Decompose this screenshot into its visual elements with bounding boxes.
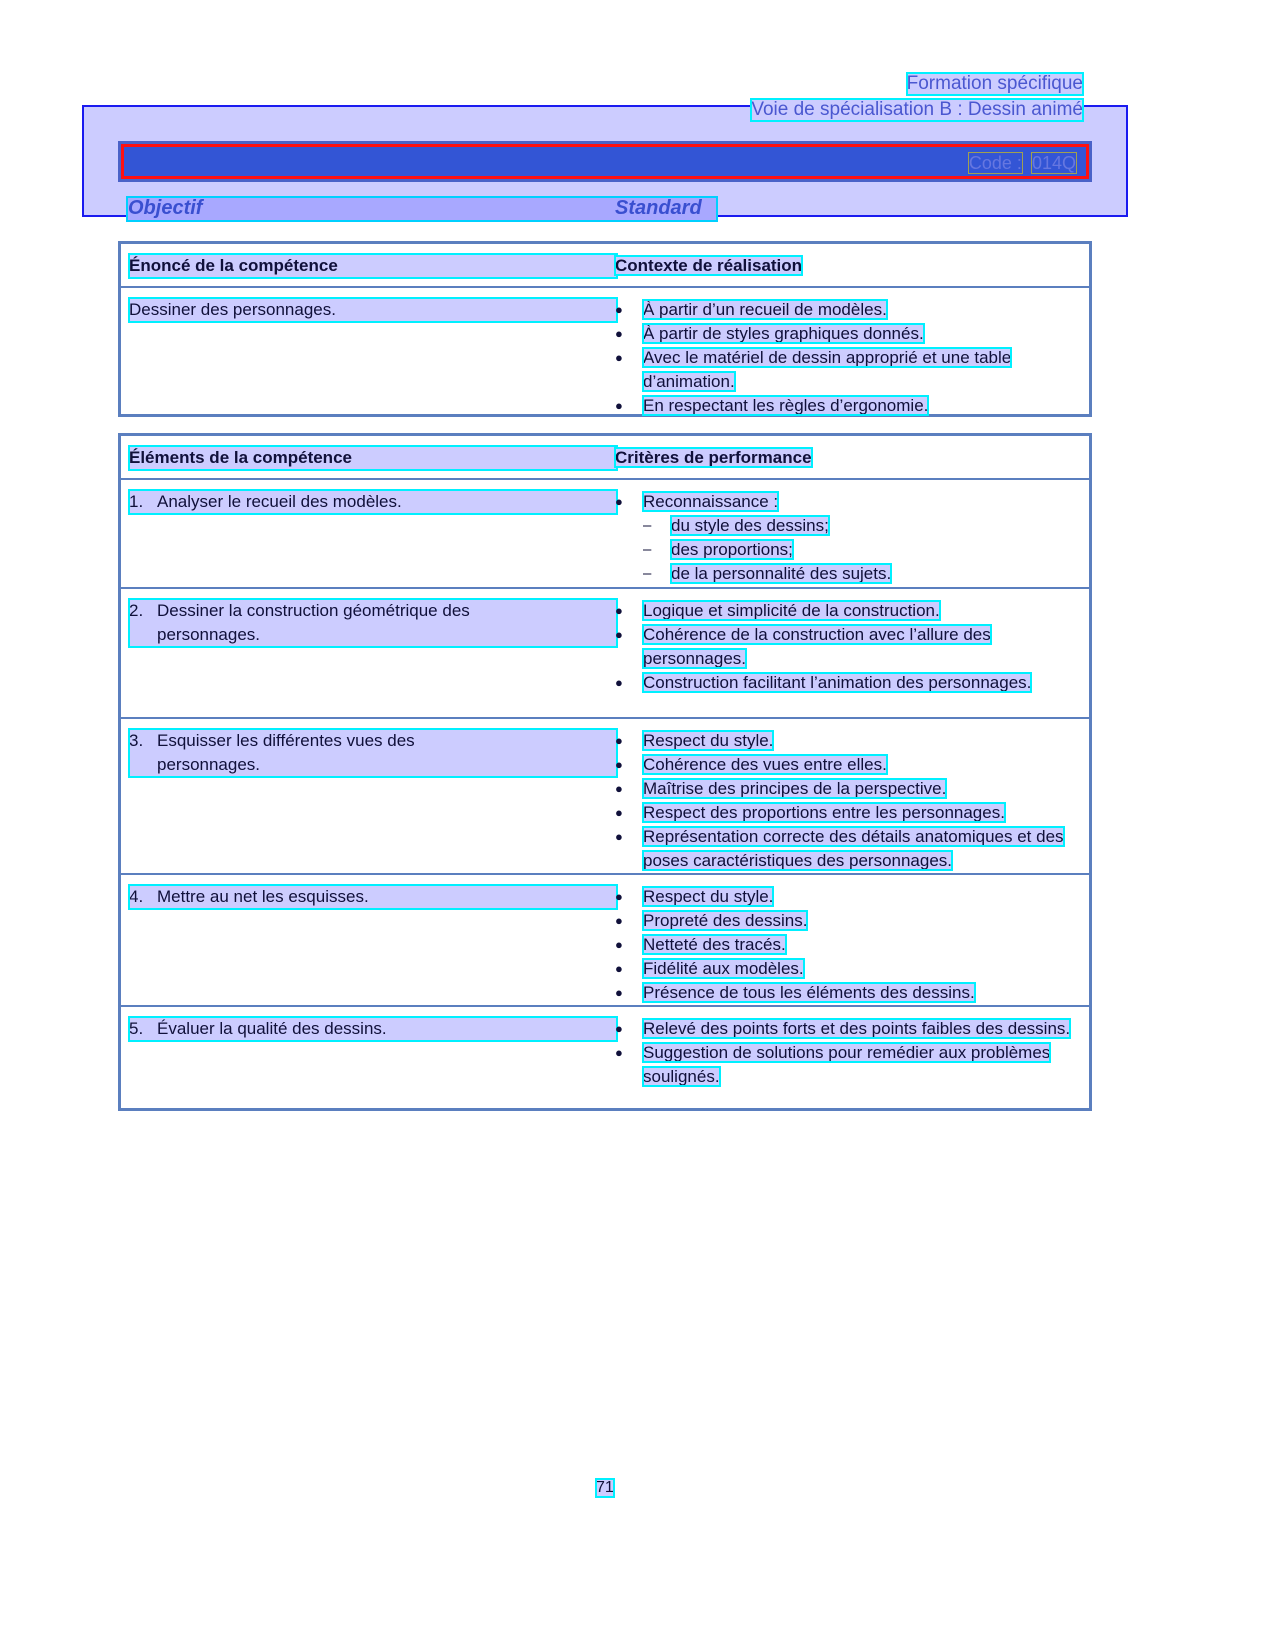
criteria-text: Logique et simplicité de la construction. xyxy=(643,601,940,620)
bullet-icon: ● xyxy=(615,781,623,796)
competence-element xyxy=(129,885,519,909)
bullet-icon: ● xyxy=(615,398,623,413)
objectif-label: Objectif xyxy=(128,197,203,219)
competence-text xyxy=(129,490,617,514)
criteria-item xyxy=(615,562,1075,586)
criteria-text: À partir de styles graphiques donnés. xyxy=(643,324,924,343)
criteria-text: des proportions; xyxy=(671,540,793,559)
criteria-text: du style des dessins; xyxy=(671,516,829,535)
item-number: 3. xyxy=(129,731,144,750)
criteria-item xyxy=(615,538,1075,562)
bullet-icon: ● xyxy=(615,494,623,509)
competence-text: Dessiner des personnages. xyxy=(129,298,617,322)
column-header-text: Éléments de la compétence xyxy=(129,446,617,470)
table-row xyxy=(121,873,1089,1005)
bullet-icon: ● xyxy=(615,603,623,618)
column-header xyxy=(129,446,519,470)
competence-text xyxy=(129,1017,617,1041)
objectif-standard-row xyxy=(128,198,716,220)
criteria-text: Suggestion de solutions pour remédier aux problèmes soulignés. xyxy=(643,1043,1051,1086)
criteria-text: Netteté des tracés. xyxy=(643,935,786,954)
criteria-text: Présence de tous les éléments des dessins. xyxy=(643,983,975,1002)
criteria-text: Cohérence des vues entre elles. xyxy=(643,755,887,774)
criteria-item xyxy=(615,909,1075,933)
voie-label: Voie de spécialisation B : Dessin animé xyxy=(751,99,1083,120)
competence-element xyxy=(129,490,519,514)
table-row xyxy=(121,286,1089,414)
criteria-item xyxy=(615,933,1075,957)
table-row xyxy=(121,717,1089,873)
competence-text xyxy=(129,729,617,777)
item-number: 2. xyxy=(129,601,144,620)
item-number: 4. xyxy=(129,887,144,906)
bullet-icon: ● xyxy=(615,829,623,844)
criteria-text: Respect du style. xyxy=(643,887,774,906)
dash-icon: – xyxy=(643,541,652,558)
criteria-item xyxy=(615,671,1075,695)
criteria-item xyxy=(615,346,1075,394)
criteria-item xyxy=(615,322,1075,346)
criteria-text: Fidélité aux modèles. xyxy=(643,959,804,978)
criteria-item xyxy=(615,394,1075,418)
formation-label: Formation spécifique xyxy=(906,73,1083,94)
column-header-text: Contexte de réalisation xyxy=(615,256,803,275)
criteria-text: Représentation correcte des détails anatomiques et des poses caractéristiques des personnages. xyxy=(643,827,1064,870)
criteria-text: Respect du style. xyxy=(643,731,774,750)
bullet-icon: ● xyxy=(615,937,623,952)
dash-icon: – xyxy=(643,517,652,534)
item-text: Mettre au net les esquisses. xyxy=(157,887,369,906)
table-row xyxy=(121,587,1089,717)
bullet-icon: ● xyxy=(615,733,623,748)
competence-text xyxy=(129,885,617,909)
bullet-icon: ● xyxy=(615,1021,623,1036)
criteria-item xyxy=(615,599,1075,623)
criteria-list xyxy=(615,1017,1075,1089)
column-header xyxy=(129,254,519,278)
competence-text xyxy=(129,599,617,647)
item-number: 1. xyxy=(129,492,144,511)
bullet-icon: ● xyxy=(615,961,623,976)
criteria-item xyxy=(615,1017,1075,1041)
criteria-item xyxy=(615,981,1075,1005)
item-text: Esquisser les différentes vues des personnages. xyxy=(157,731,415,774)
criteria-text: En respectant les règles d’ergonomie. xyxy=(643,396,929,415)
dash-icon: – xyxy=(643,565,652,582)
column-header xyxy=(615,254,1075,278)
bullet-icon: ● xyxy=(615,627,623,642)
table-row xyxy=(121,1005,1089,1108)
item-text: Analyser le recueil des modèles. xyxy=(157,492,402,511)
criteria-item xyxy=(615,298,1075,322)
criteria-list xyxy=(615,298,1075,418)
item-text: Évaluer la qualité des dessins. xyxy=(157,1019,387,1038)
criteria-list xyxy=(615,490,1075,586)
criteria-list xyxy=(615,599,1075,695)
criteria-text: Relevé des points forts et des points faibles des dessins. xyxy=(643,1019,1071,1038)
bullet-icon: ● xyxy=(615,889,623,904)
criteria-item xyxy=(615,623,1075,671)
criteria-item xyxy=(615,777,1075,801)
code-label: Code : xyxy=(968,153,1022,173)
code-value: 014Q xyxy=(1031,153,1076,173)
table-header-row xyxy=(121,244,1089,286)
page-number: 71 xyxy=(596,1479,614,1496)
bullet-icon: ● xyxy=(615,350,623,365)
competence-element xyxy=(129,599,519,647)
criteria-list xyxy=(615,885,1075,1005)
criteria-list xyxy=(615,729,1075,873)
criteria-text: de la personnalité des sujets. xyxy=(671,564,892,583)
criteria-text: Propreté des dessins. xyxy=(643,911,808,930)
criteria-text: Cohérence de la construction avec l’allure des personnages. xyxy=(643,625,991,668)
performance-table xyxy=(118,433,1092,1111)
criteria-item xyxy=(615,514,1075,538)
criteria-text: À partir d’un recueil de modèles. xyxy=(643,300,887,319)
bullet-icon: ● xyxy=(615,757,623,772)
bullet-icon: ● xyxy=(615,302,623,317)
competence-element xyxy=(129,1017,519,1041)
competence-element xyxy=(129,729,519,777)
criteria-item xyxy=(615,825,1075,873)
bullet-icon: ● xyxy=(615,326,623,341)
criteria-item xyxy=(615,753,1075,777)
column-header-text: Critères de performance xyxy=(615,448,812,467)
criteria-text: Avec le matériel de dessin approprié et une table d’animation. xyxy=(643,348,1012,391)
criteria-item xyxy=(615,729,1075,753)
column-header xyxy=(615,446,1075,470)
standard-label: Standard xyxy=(615,197,702,219)
bullet-icon: ● xyxy=(615,1045,623,1060)
criteria-text: Respect des proportions entre les personnages. xyxy=(643,803,1005,822)
criteria-item xyxy=(615,490,1075,514)
criteria-text: Reconnaissance : xyxy=(643,492,779,511)
criteria-text: Maîtrise des principes de la perspective. xyxy=(643,779,947,798)
bullet-icon: ● xyxy=(615,985,623,1000)
table-row xyxy=(121,478,1089,587)
item-text: Dessiner la construction géométrique des personnages. xyxy=(157,601,470,644)
competence-element xyxy=(129,298,519,322)
column-header-text: Énoncé de la compétence xyxy=(129,254,617,278)
criteria-text: Construction facilitant l’animation des personnages. xyxy=(643,673,1032,692)
bullet-icon: ● xyxy=(615,675,623,690)
table-header-row xyxy=(121,436,1089,478)
item-number: 5. xyxy=(129,1019,144,1038)
criteria-item xyxy=(615,885,1075,909)
bullet-icon: ● xyxy=(615,805,623,820)
code-bar xyxy=(118,141,1092,182)
criteria-item xyxy=(615,801,1075,825)
criteria-item xyxy=(615,957,1075,981)
context-table xyxy=(118,241,1092,417)
criteria-item xyxy=(615,1041,1075,1089)
bullet-icon: ● xyxy=(615,913,623,928)
